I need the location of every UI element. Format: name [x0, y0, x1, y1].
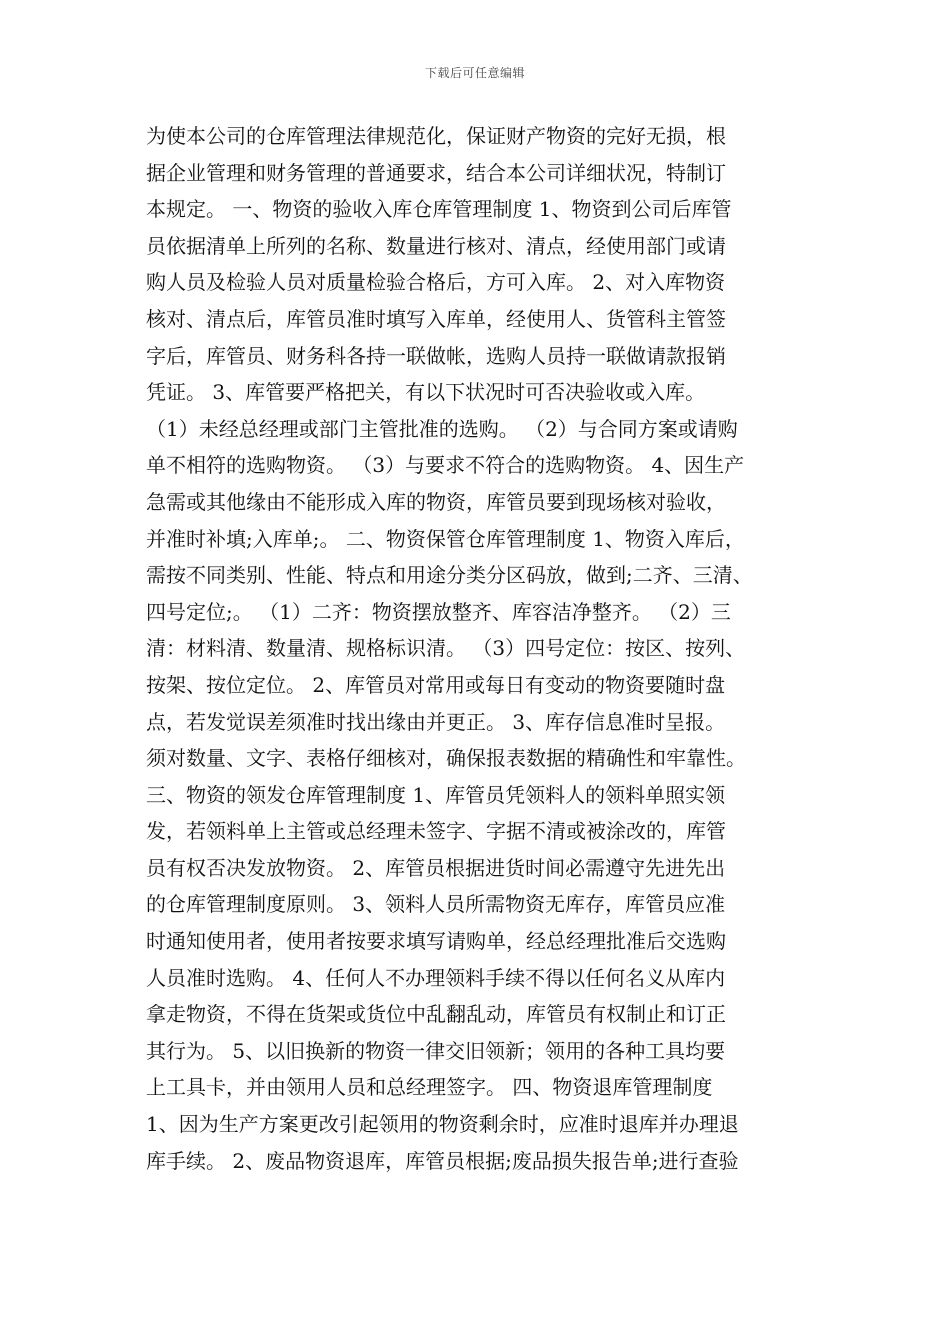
body-line: 据企业管理和财务管理的普通要求，结合本公司详细状况，特制订 [146, 160, 726, 185]
body-line: 需按不同类别、性能、特点和用途分类分区码放，做到;二齐、三清、 [146, 563, 753, 588]
body-line: 库手续。 2、废品物资退库，库管员根据;废品损失报告单;进行查验 [146, 1148, 739, 1173]
body-line: 字后，库管员、财务科各持一联做帐，选购人员持一联做请款报销 [146, 343, 726, 368]
body-line: 本规定。 一、物资的验收入库仓库管理制度 1、物资到公司后库管 [146, 197, 732, 222]
body-line: 其行为。 5、以旧换新的物资一律交旧领新；领用的各种工具均要 [146, 1038, 726, 1063]
document-body [146, 118, 810, 1179]
body-line: 的仓库管理制度原则。 3、领料人员所需物资无库存，库管员应准 [146, 892, 726, 917]
body-line: 人员准时选购。 4、任何人不办理领料手续不得以任何名义从库内 [146, 965, 726, 990]
body-line: 凭证。 3、库管要严格把关，有以下状况时可否决验收或入库。 [146, 380, 706, 405]
body-line: 按架、按位定位。 2、库管员对常用或每日有变动的物资要随时盘 [146, 672, 726, 697]
body-line: 核对、清点后，库管员准时填写入库单，经使用人、货管科主管签 [146, 306, 726, 331]
body-line: 购人员及检验人员对质量检验合格后，方可入库。 2、对入库物资 [146, 270, 726, 295]
body-line: 发，若领料单上主管或总经理未签字、字据不清或被涂改的，库管 [146, 819, 726, 844]
body-line: 1、因为生产方案更改引起领用的物资剩余时，应准时退库并办理退 [146, 1112, 739, 1137]
body-line: 上工具卡，并由领用人员和总经理签字。 四、物资退库管理制度 [146, 1075, 713, 1100]
body-line: 拿走物资，不得在货架或货位中乱翻乱动，库管员有权制止和订正 [146, 1002, 726, 1027]
body-line: 急需或其他缘由不能形成入库的物资，库管员要到现场核对验收， [146, 489, 726, 514]
body-line: 单不相符的选购物资。 （3）与要求不符合的选购物资。 4、因生产 [146, 453, 745, 478]
body-line: 点，若发觉误差须准时找出缘由并更正。 3、库存信息准时呈报。 [146, 709, 726, 734]
body-line: 并准时补填;入库单;。 二、物资保管仓库管理制度 1、物资入库后， [146, 526, 745, 551]
body-line: （1）未经总经理或部门主管批准的选购。 （2）与合同方案或请购 [146, 416, 738, 441]
body-line: 时通知使用者，使用者按要求填写请购单，经总经理批准后交选购 [146, 929, 726, 954]
body-line: 清：材料清、数量清、规格标识清。 （3）四号定位：按区、按列、 [146, 636, 746, 661]
body-line: 员有权否决发放物资。 2、库管员根据进货时间必需遵守先进先出 [146, 855, 726, 880]
body-line: 须对数量、文字、表格仔细核对，确保报表数据的精确性和牢靠性。 [146, 746, 746, 771]
body-line: 为使本公司的仓库管理法律规范化，保证财产物资的完好无损，根 [146, 124, 726, 148]
body-line: 四号定位;。 （1）二齐：物资摆放整齐、库容洁净整齐。 （2）三 [146, 599, 731, 624]
body-line: 三、物资的领发仓库管理制度 1、库管员凭领料人的领料单照实领 [146, 782, 726, 807]
page-header: 下载后可任意编辑 [424, 66, 525, 80]
body-line: 员依据清单上所列的名称、数量进行核对、清点，经使用部门或请 [146, 233, 726, 258]
